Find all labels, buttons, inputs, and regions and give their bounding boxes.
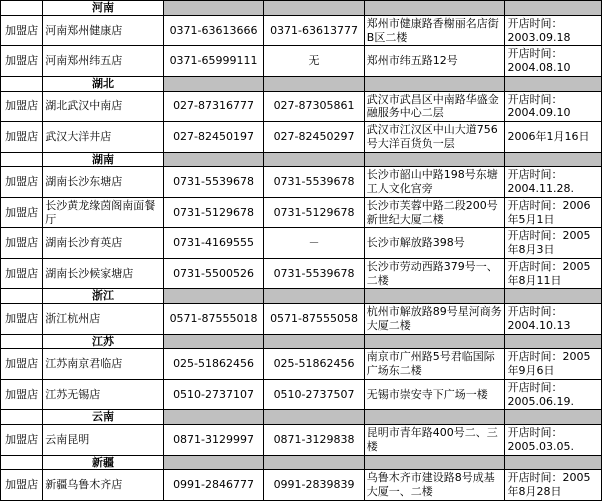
region-header-row xyxy=(1,410,602,425)
store-address-cell: 无锡市崇安寺下广场一楼 xyxy=(364,379,505,410)
store-tel2-cell: 0731-5129678 xyxy=(264,197,365,228)
store-address-cell: 长沙市芙蓉中路二段200号新世纪大厦二楼 xyxy=(364,197,505,228)
store-type-cell: 加盟店 xyxy=(1,425,43,456)
table-row xyxy=(1,46,602,77)
store-tel1-cell: 0731-5129678 xyxy=(163,197,264,228)
region-header-fill xyxy=(163,455,264,470)
store-tel1-cell: 027-87316777 xyxy=(163,91,264,122)
region-header-fill xyxy=(505,289,602,304)
store-type-cell: 加盟店 xyxy=(1,15,43,46)
store-tel1-cell: 0510-2737107 xyxy=(163,379,264,410)
region-header-spacer xyxy=(1,76,43,91)
store-tel2-cell: 027-82450297 xyxy=(264,122,365,153)
store-name-cell: 江苏无锡店 xyxy=(43,379,164,410)
store-tel2-cell: 025-51862456 xyxy=(264,349,365,380)
store-address-cell: 昆明市青年路400号二、三楼 xyxy=(364,425,505,456)
store-tel2-cell: 0371-63613777 xyxy=(264,15,365,46)
store-opening-cell: 开店时间：2005.03.05. xyxy=(505,425,602,456)
store-type-cell: 加盟店 xyxy=(1,167,43,198)
region-header-fill xyxy=(364,1,505,16)
table-row xyxy=(1,15,602,46)
store-tel2-cell: 027-87305861 xyxy=(264,91,365,122)
region-name: 江苏 xyxy=(43,334,164,349)
region-header-row xyxy=(1,455,602,470)
region-header-fill xyxy=(264,1,365,16)
region-header-fill xyxy=(264,76,365,91)
region-name: 云南 xyxy=(43,410,164,425)
region-header-fill xyxy=(163,152,264,167)
region-header-fill xyxy=(505,76,602,91)
region-header-spacer xyxy=(1,410,43,425)
store-tel2-cell: 0731-5539678 xyxy=(264,258,365,289)
region-header-row xyxy=(1,289,602,304)
table-row xyxy=(1,91,602,122)
store-address-cell: 杭州市解放路89号星河商务大厦二楼 xyxy=(364,304,505,335)
store-tel2-cell: 0571-87555058 xyxy=(264,304,365,335)
region-name: 新疆 xyxy=(43,455,164,470)
store-opening-cell: 开店时间：2005年8月28日 xyxy=(505,470,602,501)
store-name-cell: 江苏南京君临店 xyxy=(43,349,164,380)
table-row xyxy=(1,349,602,380)
region-header-spacer xyxy=(1,455,43,470)
region-header-fill xyxy=(364,289,505,304)
region-header-fill xyxy=(264,455,365,470)
region-header-spacer xyxy=(1,289,43,304)
store-tel2-cell: 无 xyxy=(264,46,365,77)
region-header-fill xyxy=(505,1,602,16)
store-type-cell: 加盟店 xyxy=(1,197,43,228)
store-address-cell: 长沙市劳动西路379号一、二楼 xyxy=(364,258,505,289)
store-type-cell: 加盟店 xyxy=(1,91,43,122)
store-opening-cell: 开店时间：2004.11.28. xyxy=(505,167,602,198)
region-header-fill xyxy=(264,152,365,167)
store-name-cell: 河南郑州健康店 xyxy=(43,15,164,46)
store-tel1-cell: 025-51862456 xyxy=(163,349,264,380)
store-type-cell: 加盟店 xyxy=(1,379,43,410)
region-name: 河南 xyxy=(43,1,164,16)
store-opening-cell: 2006年1月16日 xyxy=(505,122,602,153)
store-name-cell: 云南昆明 xyxy=(43,425,164,456)
store-opening-cell: 开店时间：2004.08.10 xyxy=(505,46,602,77)
store-tel1-cell: 0571-87555018 xyxy=(163,304,264,335)
store-type-cell: 加盟店 xyxy=(1,470,43,501)
store-type-cell: 加盟店 xyxy=(1,228,43,259)
store-opening-cell: 开店时间：2005年8月3日 xyxy=(505,228,602,259)
store-tel2-cell: 0871-3129838 xyxy=(264,425,365,456)
region-header-fill xyxy=(163,334,264,349)
store-name-cell: 武汉大洋井店 xyxy=(43,122,164,153)
store-type-cell: 加盟店 xyxy=(1,258,43,289)
region-header-fill xyxy=(264,410,365,425)
store-address-cell: 武汉市江汉区中山大道756号大洋百货负一层 xyxy=(364,122,505,153)
store-tel1-cell: 0731-5500526 xyxy=(163,258,264,289)
region-header-row xyxy=(1,76,602,91)
table-row xyxy=(1,379,602,410)
region-header-fill xyxy=(364,455,505,470)
region-name: 湖北 xyxy=(43,76,164,91)
store-name-cell: 浙江杭州店 xyxy=(43,304,164,335)
store-address-cell: 长沙市韶山中路198号东塘工人文化宫旁 xyxy=(364,167,505,198)
store-name-cell: 湖南长沙东塘店 xyxy=(43,167,164,198)
store-type-cell: 加盟店 xyxy=(1,349,43,380)
table-row xyxy=(1,167,602,198)
store-name-cell: 长沙黄龙缘茵阁南面餐厅 xyxy=(43,197,164,228)
table-row xyxy=(1,425,602,456)
region-header-fill xyxy=(163,76,264,91)
store-opening-cell: 开店时间：2005年8月11日 xyxy=(505,258,602,289)
store-tel2-cell: 0991-2839839 xyxy=(264,470,365,501)
store-tel1-cell: 0991-2846777 xyxy=(163,470,264,501)
store-opening-cell: 开店时间：2003.09.18 xyxy=(505,15,602,46)
store-tel1-cell: 0731-4169555 xyxy=(163,228,264,259)
store-tel2-cell: 0510-2737507 xyxy=(264,379,365,410)
region-header-fill xyxy=(364,334,505,349)
store-tel1-cell: 027-82450197 xyxy=(163,122,264,153)
store-name-cell: 湖南长沙育英店 xyxy=(43,228,164,259)
table-row xyxy=(1,470,602,501)
region-header-row xyxy=(1,152,602,167)
store-address-cell: 乌鲁木齐市建设路8号成基大厦一、二楼 xyxy=(364,470,505,501)
region-header-fill xyxy=(163,410,264,425)
store-address-cell: 长沙市解放路398号 xyxy=(364,228,505,259)
store-address-cell: 郑州市纬五路12号 xyxy=(364,46,505,77)
table-row xyxy=(1,197,602,228)
table-row xyxy=(1,122,602,153)
region-name: 湖南 xyxy=(43,152,164,167)
region-header-spacer xyxy=(1,1,43,16)
store-tel1-cell: 0371-65999111 xyxy=(163,46,264,77)
region-header-fill xyxy=(505,455,602,470)
region-header-fill xyxy=(364,152,505,167)
store-opening-cell: 开店时间：2004.09.10 xyxy=(505,91,602,122)
store-name-cell: 湖南长沙候家塘店 xyxy=(43,258,164,289)
region-header-fill xyxy=(163,1,264,16)
region-name: 浙江 xyxy=(43,289,164,304)
store-name-cell: 新疆乌鲁木齐店 xyxy=(43,470,164,501)
region-header-fill xyxy=(505,334,602,349)
store-opening-cell: 开店时间：2006年5月1日 xyxy=(505,197,602,228)
region-header-fill xyxy=(163,289,264,304)
store-address-cell: 南京市广州路5号君临国际广场东二楼 xyxy=(364,349,505,380)
store-tel1-cell: 0731-5539678 xyxy=(163,167,264,198)
store-address-cell: 武汉市武昌区中南路华盛金融服务中心二层 xyxy=(364,91,505,122)
table-row xyxy=(1,258,602,289)
store-type-cell: 加盟店 xyxy=(1,304,43,335)
table-row xyxy=(1,304,602,335)
region-header-spacer xyxy=(1,152,43,167)
store-name-cell: 湖北武汉中南店 xyxy=(43,91,164,122)
region-header-row xyxy=(1,1,602,16)
store-tel2-cell: 0731-5539678 xyxy=(264,167,365,198)
region-header-spacer xyxy=(1,334,43,349)
region-header-fill xyxy=(505,410,602,425)
store-opening-cell: 开店时间：2004.10.13 xyxy=(505,304,602,335)
store-address-cell: 郑州市健康路香榭丽名店街B区二楼 xyxy=(364,15,505,46)
store-tel1-cell: 0871-3129997 xyxy=(163,425,264,456)
store-opening-cell: 开店时间：2005.06.19. xyxy=(505,379,602,410)
store-tel2-cell: － xyxy=(264,228,365,259)
store-name-cell: 河南郑州纬五店 xyxy=(43,46,164,77)
table-row xyxy=(1,228,602,259)
region-header-fill xyxy=(364,76,505,91)
region-header-fill xyxy=(364,410,505,425)
store-type-cell: 加盟店 xyxy=(1,46,43,77)
store-tel1-cell: 0371-63613666 xyxy=(163,15,264,46)
region-header-row xyxy=(1,334,602,349)
store-opening-cell: 开店时间：2005年9月6日 xyxy=(505,349,602,380)
region-header-fill xyxy=(505,152,602,167)
region-header-fill xyxy=(264,289,365,304)
region-header-fill xyxy=(264,334,365,349)
store-type-cell: 加盟店 xyxy=(1,122,43,153)
